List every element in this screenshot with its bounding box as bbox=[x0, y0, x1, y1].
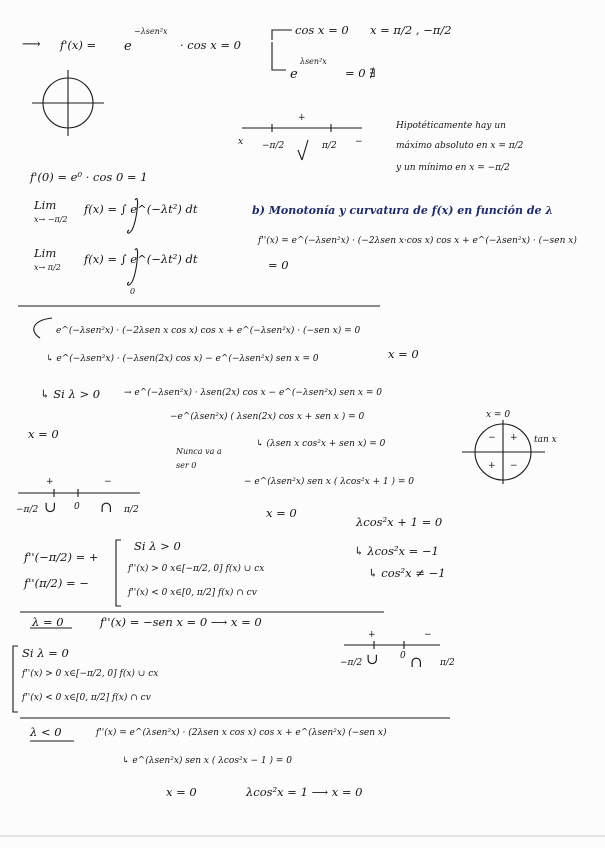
lambda0-cup: ∪ bbox=[366, 650, 379, 668]
lambda0-right: π/2 bbox=[440, 658, 455, 668]
quadrant-2: − bbox=[488, 433, 496, 443]
equation-line6: − e^(λsen²x) sen x ( λcos²x + 1 ) = 0 bbox=[244, 477, 415, 487]
cap-symbol: ∩ bbox=[100, 498, 113, 516]
lambda0-plus: + bbox=[368, 630, 376, 640]
lambda-zero-concave: f''(x) < 0 x∈[0, π/2] f(x) ∩ cv bbox=[22, 693, 151, 703]
case2-power: λsen²x bbox=[300, 57, 327, 66]
solution-x0: x = 0 bbox=[388, 347, 419, 361]
f2-at-neg-pi-half: f''(−π/2) = + bbox=[24, 550, 99, 564]
sign2-plus: + bbox=[46, 477, 54, 487]
f-prime-at-zero: f'(0) = e⁰ · cos 0 = 1 bbox=[30, 170, 148, 184]
lim2-subscript: x→ π/2 bbox=[34, 263, 61, 272]
hypothesis-line1: Hipotéticamente hay un bbox=[396, 121, 506, 131]
lim2-label: Lim bbox=[34, 246, 57, 260]
x0-center: x = 0 bbox=[266, 506, 297, 520]
quadrant-4: − bbox=[510, 461, 518, 471]
lambda-neg-head: λ < 0 bbox=[30, 725, 62, 739]
lambda0-minus: − bbox=[424, 630, 432, 640]
equation-line3: → e^(−λsen²x) · λsen(2x) cos x − e^(−λsen²x) sen x = 0 bbox=[124, 388, 383, 398]
neg-pi-half: −π/2 bbox=[262, 141, 285, 151]
sign-plus: + bbox=[298, 113, 306, 123]
lambda0-left: −π/2 bbox=[340, 658, 363, 668]
equation-line1: e^(−λsen²x) · (−2λsen x cos x) cos x + e^(−λsen²x) · (−sen x) = 0 bbox=[56, 326, 361, 336]
sign2-left: −π/2 bbox=[16, 505, 39, 515]
hypothesis-line3: y un mínimo en x = −π/2 bbox=[396, 163, 510, 173]
lambda-neg-line2: ↳ e^(λsen²x) sen x ( λcos²x − 1 ) = 0 bbox=[122, 756, 293, 766]
lambda-neg-x0: x = 0 bbox=[166, 785, 197, 799]
hypothesis-line2: máximo absoluto en x = π/2 bbox=[396, 141, 524, 151]
case-lambda-pos: ↳ Si λ > 0 bbox=[40, 387, 101, 401]
quadrant-1: + bbox=[510, 433, 518, 443]
tan-label: tan x bbox=[534, 435, 557, 445]
second-derivative: f''(x) = e^(−λsen²x) · (−2λsen x·cos x) cos x + e^(−λsen²x) · (−sen x) bbox=[258, 236, 577, 246]
circle-label-top: x = 0 bbox=[486, 410, 511, 420]
minus-label: − bbox=[355, 137, 363, 147]
case-concave: f''(x) < 0 x∈[0, π/2] f(x) ∩ cv bbox=[128, 588, 257, 598]
cos-sq-ne-neg1: ↳ cos²x ≠ −1 bbox=[368, 566, 446, 580]
pi-half: π/2 bbox=[322, 141, 337, 151]
lambda0-zero: 0 bbox=[400, 651, 406, 661]
lambda-cos-eq: λcos²x + 1 = 0 bbox=[356, 515, 443, 529]
integral-lower-bound: 0 bbox=[130, 287, 136, 296]
sign2-right: π/2 bbox=[124, 505, 139, 515]
f-prime-label: f'(x) = bbox=[60, 38, 97, 52]
case-cos-result: x = π/2 , −π/2 bbox=[370, 23, 452, 37]
lim1-label: Lim bbox=[34, 198, 57, 212]
lambda-cos-neg1: ↳ λcos²x = −1 bbox=[354, 544, 439, 558]
exp-power: −λsen²x bbox=[134, 27, 168, 36]
lim1-expression: f(x) = ∫ e^(−λt²) dt bbox=[84, 202, 198, 216]
cup-symbol: ∪ bbox=[44, 498, 57, 516]
lambda-neg-expr: f''(x) = e^(λsen²x) · (2λsen x cos x) cos x + e^(λsen²x) (−sen x) bbox=[96, 728, 387, 738]
note-zero: ser 0 bbox=[176, 461, 197, 470]
case2-rest: = 0 ∄ bbox=[345, 66, 376, 80]
arrow-icon: ⟶ bbox=[22, 37, 41, 52]
note-never: Nunca va a bbox=[176, 447, 222, 456]
case-si-lambda-pos: Si λ > 0 bbox=[134, 539, 181, 553]
lambda0-cap: ∩ bbox=[410, 653, 423, 671]
sign2-minus: − bbox=[104, 477, 112, 487]
case2-base: e bbox=[290, 67, 298, 82]
lambda-zero-expr: f''(x) = −sen x = 0 ⟶ x = 0 bbox=[100, 615, 262, 629]
lim2-expression: f(x) = ∫ e^(−λt²) dt bbox=[84, 252, 198, 266]
case-convex: f''(x) > 0 x∈[−π/2, 0] f(x) ∪ cx bbox=[128, 564, 265, 574]
equation-line5: ↳ (λsen x cos²x + sen x) = 0 bbox=[256, 439, 386, 449]
quadrant-3: + bbox=[488, 461, 496, 471]
lambda-zero-convex: f''(x) > 0 x∈[−π/2, 0] f(x) ∪ cx bbox=[22, 669, 159, 679]
lambda-zero-head: λ = 0 bbox=[32, 615, 64, 629]
lambda-zero-case: Si λ = 0 bbox=[22, 646, 69, 660]
lambda-neg-line3: λcos²x = 1 ⟶ x = 0 bbox=[246, 785, 363, 799]
x-left: x bbox=[238, 137, 244, 147]
exp-base: e bbox=[124, 39, 132, 54]
f2-at-pi-half: f''(π/2) = − bbox=[24, 576, 89, 590]
equation-line4: −e^(λsen²x) ( λsen(2x) cos x + sen x ) = 0 bbox=[170, 412, 365, 422]
case-cos-zero: cos x = 0 bbox=[295, 23, 349, 37]
x0-left: x = 0 bbox=[28, 427, 59, 441]
lim1-subscript: x→ −π/2 bbox=[34, 215, 68, 224]
equation-line2: ↳ e^(−λsen²x) · (−λsen(2x) cos x) − e^(−λsen²x) sen x = 0 bbox=[46, 354, 319, 364]
equals-zero: = 0 bbox=[268, 258, 289, 272]
section-b-title: b) Monotonía y curvatura de f(x) en función de λ bbox=[252, 204, 554, 217]
sign2-zero: 0 bbox=[74, 502, 80, 512]
cos-term: · cos x = 0 bbox=[180, 38, 241, 52]
